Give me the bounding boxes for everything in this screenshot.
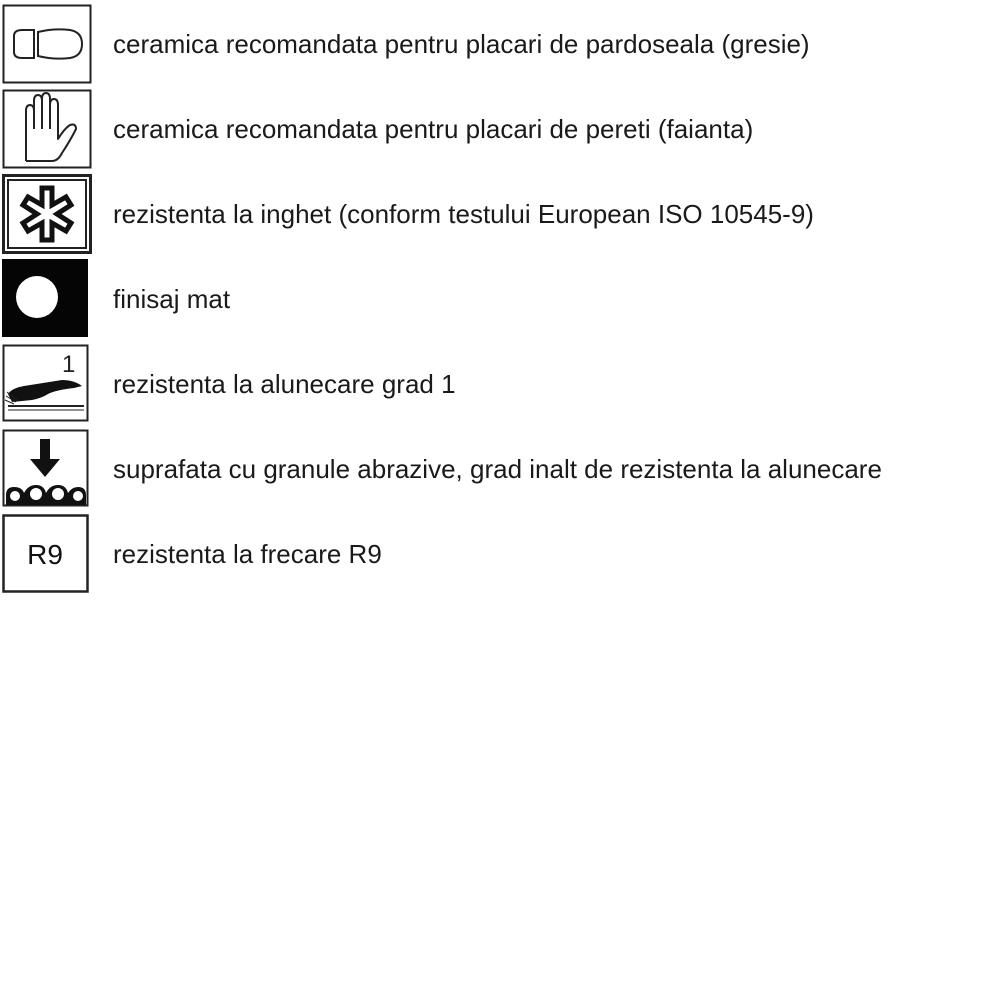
legend-item-frost-resistance — [0, 174, 1000, 254]
abrasive-granules-icon — [2, 429, 92, 509]
r9-badge-icon — [2, 514, 92, 594]
legend-label: rezistenta la inghet (conform testului European ISO 10545-9) — [113, 199, 814, 229]
legend-item-friction-r9 — [0, 514, 1000, 594]
legend-item-abrasive-surface — [0, 429, 1000, 509]
legend-item-matte-finish — [0, 259, 1000, 339]
legend-item-slip-resistance — [0, 344, 1000, 424]
legend-label: rezistenta la frecare R9 — [113, 539, 382, 569]
matte-finish-icon — [2, 259, 92, 339]
shoe-sole-icon — [2, 4, 92, 84]
legend-label: suprafata cu granule abrazive, grad inalt de rezistenta la alunecare — [113, 454, 882, 484]
legend-label: finisaj mat — [113, 284, 231, 314]
snowflake-icon — [2, 174, 92, 254]
legend-item-wall-tiles — [0, 89, 1000, 169]
legend-item-floor-tiles — [0, 4, 1000, 84]
slip-grade-number: 1 — [62, 351, 76, 378]
legend-label: ceramica recomandata pentru placari de pardoseala (gresie) — [113, 29, 810, 59]
hand-icon — [2, 89, 92, 169]
r9-badge-text: R9 — [27, 539, 63, 570]
legend-label: ceramica recomandata pentru placari de pereti (faianta) — [113, 114, 754, 144]
legend-label: rezistenta la alunecare grad 1 — [113, 369, 456, 399]
slip-resistance-icon — [2, 344, 92, 424]
